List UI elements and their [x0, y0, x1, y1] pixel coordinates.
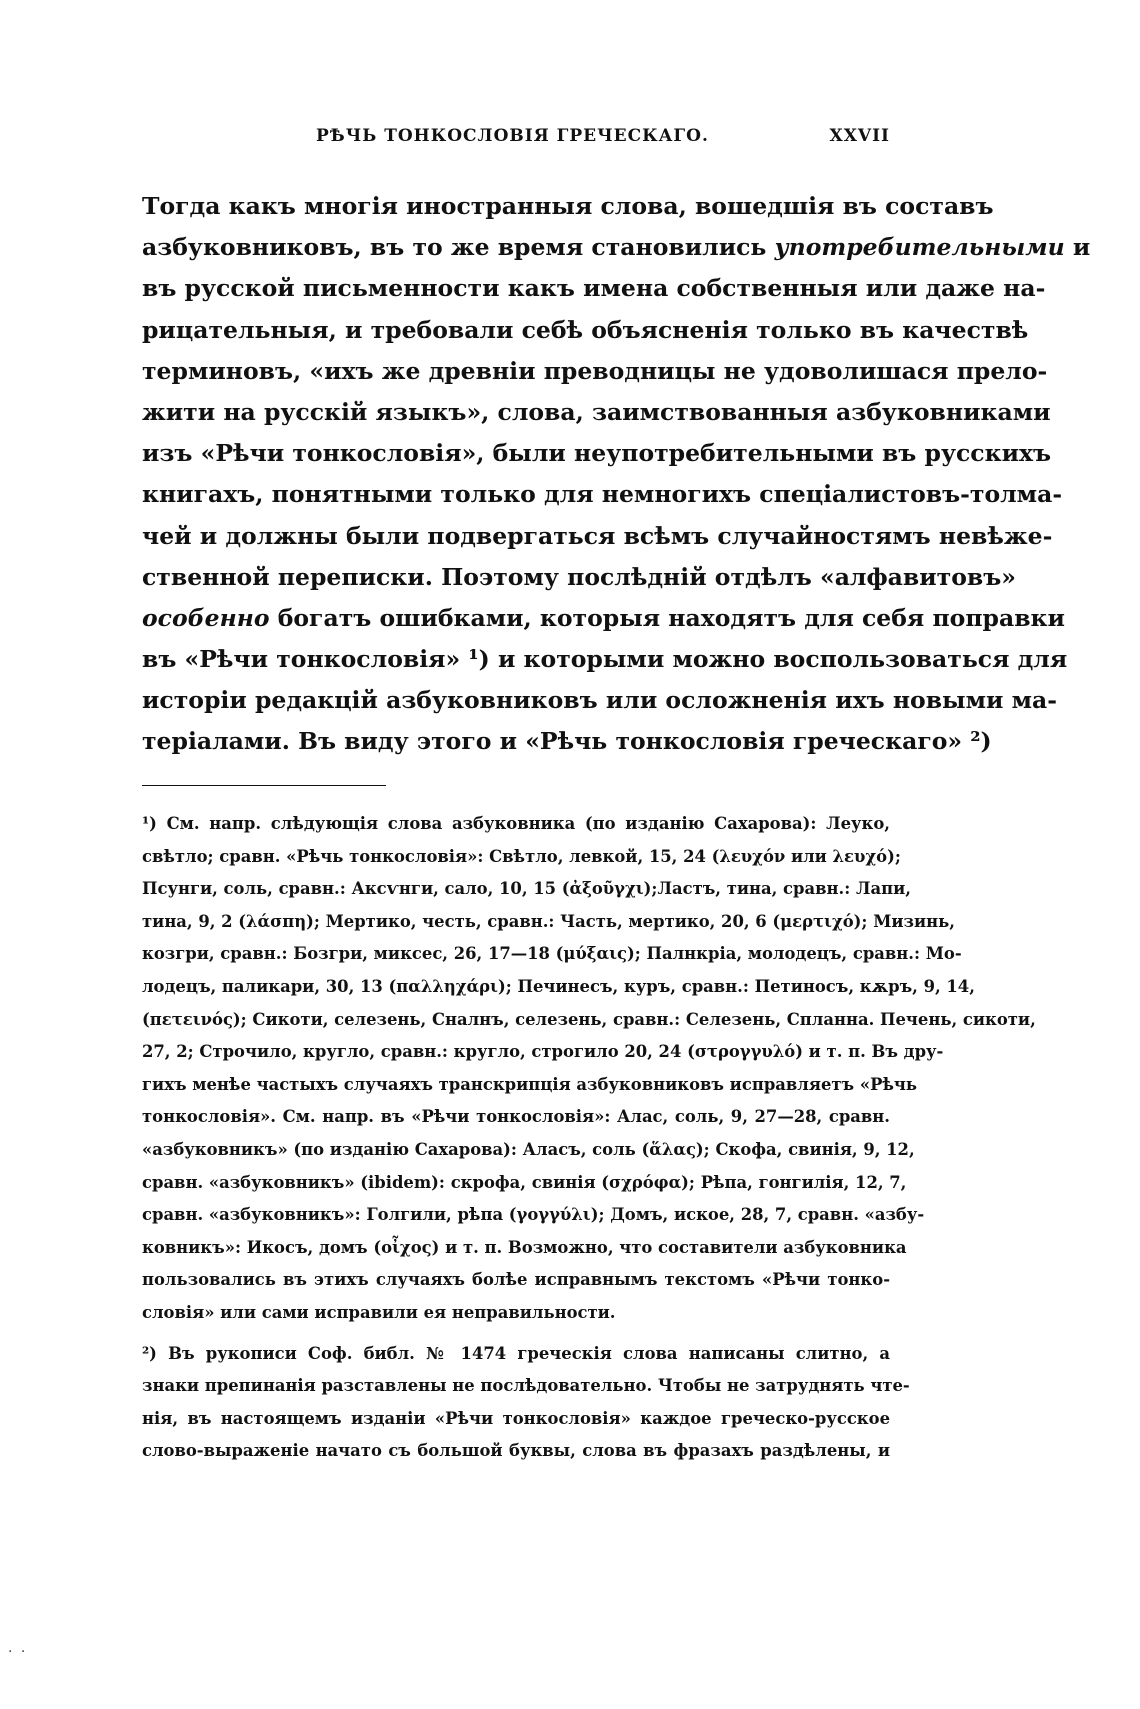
footnote-line: «азбуковникъ» (по изданію Сахарова): Аласъ, соль (ἅλας); Скофа, свинія, 9, 12, — [142, 1139, 915, 1159]
text-line: ственной переписки. Поэтому послѣдній отдѣлъ «алфавитовъ» — [142, 562, 1016, 591]
footnote-line: словія» или сами исправили ея неправильности. — [142, 1302, 616, 1322]
text-line: въ «Рѣчи тонкословія» ¹) и которыми можно воспользоваться для — [142, 645, 1068, 674]
text-line: изъ «Рѣчи тонкословія», были неупотребительными въ русскихъ — [142, 439, 1052, 468]
page-header — [142, 126, 890, 156]
text-line — [142, 227, 1091, 268]
footnotes — [142, 808, 1036, 1468]
footnote-line: знаки препинанія разставлены не послѣдовательно. Чтобы не затруднять чте- — [142, 1376, 910, 1396]
footnote-gap — [142, 1330, 890, 1338]
footnote-line: нія, въ настоящемъ изданіи «Рѣчи тонкословія» каждое греческо-русское — [142, 1408, 890, 1428]
text-line — [142, 598, 1065, 639]
text-line: чей и должны были подвергаться всѣмъ случайностямъ невѣже- — [142, 521, 1053, 550]
footnote-1 — [142, 808, 1036, 1330]
footnote-line: ²) Въ рукописи Соф. библ. № 1474 греческія слова написаны слитно, а — [142, 1343, 890, 1363]
footnote-line: сравн. «азбуковникъ»: Голгили, рѣпа (γογγύλι); Домъ, иское, 28, 7, сравн. «азбу- — [142, 1205, 925, 1225]
text-line: Тогда какъ многія иностранныя слова, вошедшія въ составъ — [142, 192, 994, 220]
footnote-line: ¹) См. напр. слѣдующія слова азбуковника (по изданію Сахарова): Леуко, — [142, 814, 890, 833]
footnote-line: слово-выраженіе начато съ большой буквы, слова въ фразахъ раздѣлены, и — [142, 1441, 890, 1461]
text-run: азбуковниковъ, въ то же время становились — [142, 233, 775, 262]
footnote-line: Псунги, соль, сравн.: Аксѵнги, сало, 10, 15 (ἀξοῦγχι);Ластъ, тина, сравн.: Лапи, — [142, 879, 911, 899]
italic-word: особенно — [142, 603, 270, 632]
text-line: въ русской письменности какъ имена собственныя или даже на- — [142, 274, 1046, 303]
text-run: богатъ ошибками, которыя находятъ для себя поправки — [269, 603, 1065, 632]
footnote-line: свѣтло; сравн. «Рѣчь тонкословія»: Свѣтло, левкой, 15, 24 (λευχόν или λευχό); — [142, 846, 901, 866]
footnote-line: сравн. «азбуковникъ» (ibidem): скрофа, свинія (σχρόφα); Рѣпа, гонгилія, 12, 7, — [142, 1172, 907, 1192]
footnote-line: 27, 2; Строчило, кругло, сравн.: кругло, строгило 20, 24 (στρογγυλό) и т. п. Въ дру- — [142, 1042, 944, 1062]
text-line: терминовъ, «ихъ же древніи преводницы не удоволишася прело- — [142, 356, 1048, 385]
main-text — [142, 186, 1091, 763]
footnote-line: пользовались въ этихъ случаяхъ болѣе исправнымъ текстомъ «Рѣчи тонко- — [142, 1270, 890, 1290]
footnote-separator — [142, 785, 386, 786]
margin-mark: . . — [8, 1640, 28, 1656]
text-line: книгахъ, понятными только для немногихъ спеціалистовъ-толма- — [142, 480, 1063, 509]
page-number: XXVII — [829, 126, 890, 146]
text-line: рицательныя, и требовали себѣ объясненія только въ качествѣ — [142, 315, 1029, 344]
running-title: РѢЧЬ ТОНКОСЛОВІЯ ГРЕЧЕСКАГО. — [316, 126, 709, 146]
footnote-line: гихъ менѣе частыхъ случаяхъ транскрипція азбуковниковъ исправляетъ «Рѣчь — [142, 1074, 918, 1094]
text-run: и — [1064, 233, 1091, 262]
text-line: жити на русскій языкъ», слова, заимствованныя азбуковниками — [142, 397, 1051, 426]
footnote-line: лодецъ, паликари, 30, 13 (παλληχάρι); Печинесъ, куръ, сравн.: Петиносъ, кѫръ, 9, 14, — [142, 976, 975, 996]
footnote-line: тина, 9, 2 (λάσπη); Мертико, честь, сравн.: Часть, мертико, 20, 6 (μερτιχό); Мизинь, — [142, 911, 955, 931]
italic-word: употребительными — [774, 233, 1065, 262]
footnote-line: тонкословія». См. напр. въ «Рѣчи тонкословія»: Алас, соль, 9, 27—28, сравн. — [142, 1107, 890, 1127]
text-line: исторіи редакцій азбуковниковъ или осложненія ихъ новыми ма- — [142, 686, 1058, 715]
footnote-line: ковникъ»: Икосъ, домъ (οἶχος) и т. п. Возможно, что составители азбуковника — [142, 1237, 907, 1257]
text-line: теріалами. Въ виду этого и «Рѣчь тонкословія греческаго» ²) — [142, 727, 992, 756]
footnote-2 — [142, 1338, 910, 1468]
footnote-line: (πετεινός); Сикоти, селезень, Сналнъ, селезень, сравн.: Селезень, Спланна. Печень, сикоти, — [142, 1009, 1036, 1029]
footnote-line: козгри, сравн.: Бозгри, миксес, 26, 17—18 (μύξαις); Палнкріа, молодецъ, сравн.: Мо- — [142, 944, 962, 964]
